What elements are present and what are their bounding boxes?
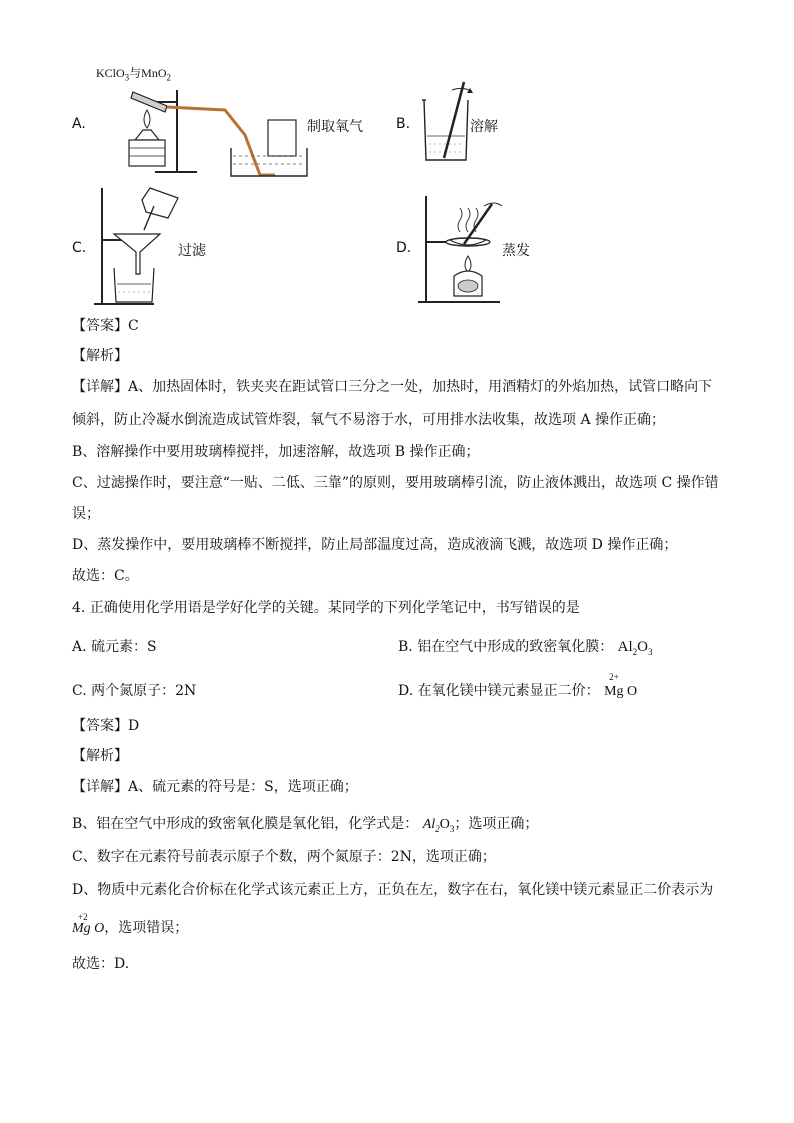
option-a-letter: A. xyxy=(72,116,86,132)
q4-conclusion: 故选：D. xyxy=(72,956,130,972)
q3-answer: 【答案】C xyxy=(72,318,139,334)
option-a-caption: 制取氧气 xyxy=(307,119,363,135)
q3-analysis-heading: 【解析】 xyxy=(72,348,128,364)
option-c-caption: 过滤 xyxy=(178,243,206,259)
alumina-formula-inline: $Al_2O_3$ xyxy=(422,817,455,834)
reagent-label: KClO$_3$与MnO$_2$ xyxy=(96,66,172,83)
option-c-letter: C. xyxy=(72,240,87,256)
q3-detail-line-3: B、溶解操作中要用玻璃棒搅拌，加速溶解，故选项 B 操作正确； xyxy=(72,444,480,460)
q4-option-c: C. 两个氮原子：2N xyxy=(72,683,197,699)
q3-detail-line-1: 【详解】A、加热固体时，铁夹夹在距试管口三分之一处，加热时，用酒精灯的外焰加热，试管口略向下 xyxy=(72,379,713,395)
q4-detail-line-4: D、物质中元素化合价标在化学式该元素正上方，正负在左，数字在右，氧化镁中镁元素显正二价表示为 xyxy=(72,882,714,898)
mgo-valence-formula-inline: +2 Mg O xyxy=(72,912,105,936)
q4-stem: 4. 正确使用化学用语是学好化学的关键。某同学的下列化学笔记中，书写错误的是 xyxy=(72,600,580,616)
q3-detail-line-5: 误； xyxy=(72,506,100,522)
q4-option-d: D. 在氧化镁中镁元素显正二价： 2+ Mg O xyxy=(398,672,638,699)
filtration-figure xyxy=(92,184,182,309)
q4-detail-line-5: +2 Mg O，选项错误； xyxy=(72,914,722,943)
q4-analysis-heading: 【解析】 xyxy=(72,748,128,764)
evaporation-figure xyxy=(416,190,506,308)
option-b-caption: 溶解 xyxy=(470,119,498,135)
option-d-letter: D. xyxy=(396,240,412,256)
q4-detail-line-3: C、数字在元素符号前表示原子个数，两个氮原子：2N，选项正确； xyxy=(72,849,496,865)
q4-detail-line-1: 【详解】A、硫元素的符号是：S，选项正确； xyxy=(72,779,358,795)
q3-detail-line-6: D、蒸发操作中，要用玻璃棒不断搅拌，防止局部温度过高，造成液滴飞溅，故选项 D 操作正确； xyxy=(72,537,678,553)
option-b-letter: B. xyxy=(396,116,411,132)
q4-answer: 【答案】D xyxy=(72,718,140,734)
q3-conclusion: 故选：C。 xyxy=(72,568,139,584)
q4-option-b: B. 铝在空气中形成的致密氧化膜： $Al_2O_3$ xyxy=(398,639,653,657)
oxygen-apparatus-figure xyxy=(115,80,315,180)
q3-detail-line-2: 倾斜，防止冷凝水倒流造成试管炸裂，氧气不易溶于水，可用排水法收集，故选项 A 操作正确； xyxy=(72,412,666,428)
q4-detail-line-2: B、铝在空气中形成的致密氧化膜是氧化铝，化学式是： $Al_2O_3$；选项正确； xyxy=(72,816,539,834)
q4-option-a: A. 硫元素：S xyxy=(72,639,157,655)
alumina-formula: $Al_2O_3$ xyxy=(617,639,653,657)
q3-detail-line-4: C、过滤操作时，要注意“一贴、二低、三靠”的原则，要用玻璃棒引流，防止液体溅出，故选项 C 操作错 xyxy=(72,475,719,491)
mgo-valence-formula: 2+ Mg O xyxy=(604,672,638,699)
option-d-caption: 蒸发 xyxy=(502,243,530,259)
